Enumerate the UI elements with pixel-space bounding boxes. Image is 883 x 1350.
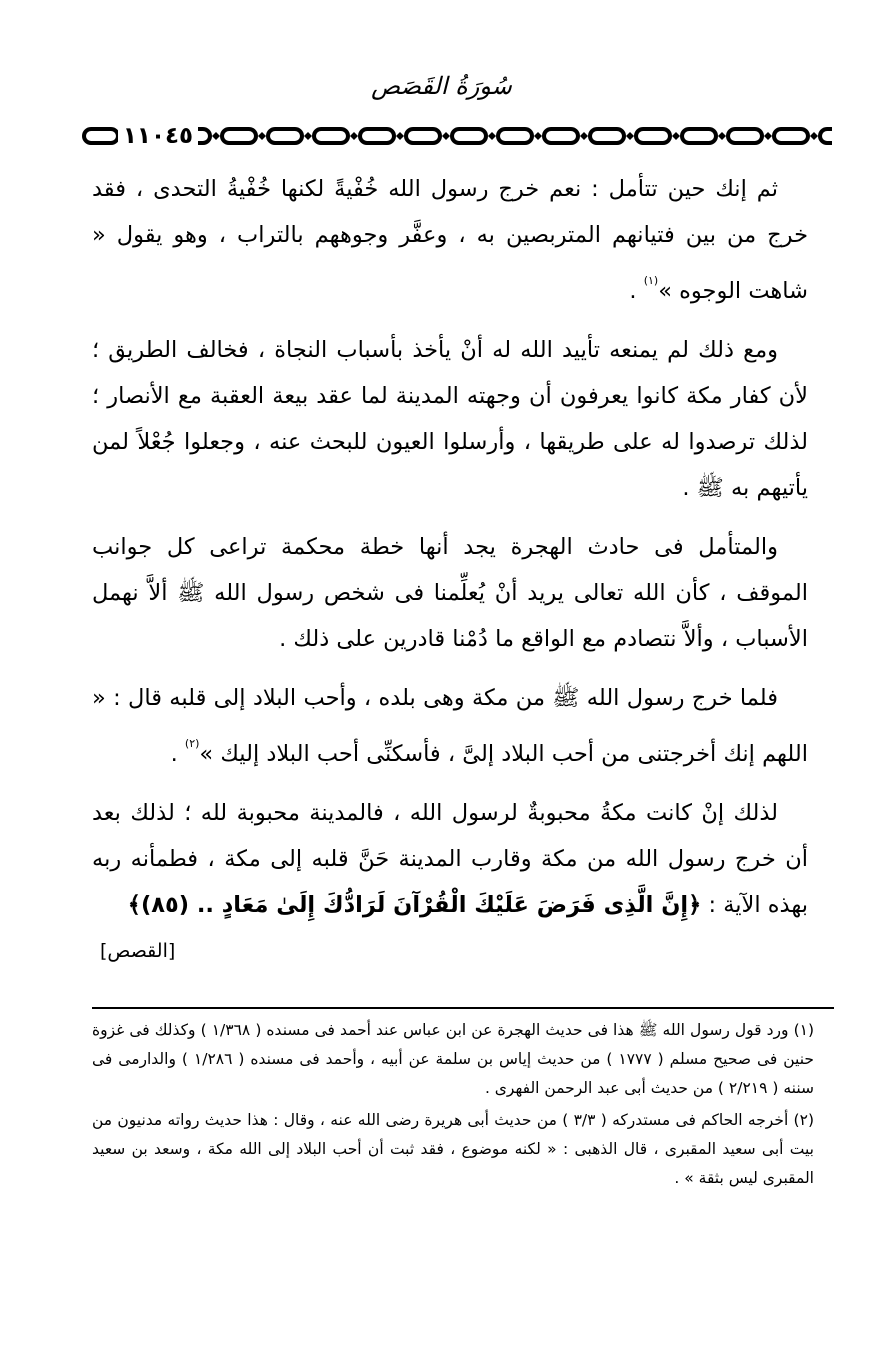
chain-diamond xyxy=(350,132,358,140)
page-number: ١١٠٤٥ xyxy=(118,124,198,148)
chain-link xyxy=(84,129,118,143)
paragraph xyxy=(92,675,808,777)
chain-link xyxy=(820,129,832,143)
chain-diamond xyxy=(534,132,542,140)
chain-link xyxy=(774,129,808,143)
chain-diamond xyxy=(304,132,312,140)
chain-link xyxy=(268,129,302,143)
chain-link xyxy=(406,129,440,143)
paragraph-text: فلما خرج رسول الله ﷺ من مكة وهى بلده ، وأحب البلاد إلى قلبه قال : « اللهم إنك أخرجتنى من أحب البلاد إلىَّ ، فأسكنِّى أحب البلاد إليك » xyxy=(92,685,808,767)
paragraph-text: لذلك إنْ كانت مكةُ محبوبةٌ لرسول الله ، فالمدينة محبوبة لله ؛ لذلك بعد أن خرج رسول الله من مكة وقارب المدينة حَنَّ قلبه إلى مكة ، فطمأنه ربه بهذه الآية : xyxy=(92,800,808,918)
surah-reference: [القصص] xyxy=(100,940,176,962)
chain-link xyxy=(314,129,348,143)
paragraph xyxy=(92,327,808,511)
chain-link xyxy=(590,129,624,143)
paragraph-tail: . xyxy=(170,741,185,767)
chain-diamond xyxy=(258,132,266,140)
chain-diamond xyxy=(442,132,450,140)
chain-link xyxy=(544,129,578,143)
quran-verse: ﴿إِنَّ الَّذِى فَرَضَ عَلَيْكَ الْقُرْآنَ لَرَادُّكَ إِلَىٰ مَعَادٍ .. (٨٥)﴾ xyxy=(127,892,702,918)
paragraph-text: ومع ذلك لم يمنعه تأييد الله له أنْ يأخذ بأسباب النجاة ، فخالف الطريق ؛ لأن كفار مكة كانوا يعرفون أن وجهته المدينة لما عقد بيعة العقبة مع الأنصار ؛ لذلك ترصدوا له على طريقها ، وأرسلوا العيون للبحث عنه ، وجعلوا جُعْلاً لمن يأتيهم به ﷺ . xyxy=(92,337,808,501)
chain-diamond xyxy=(764,132,772,140)
paragraph-tail: . xyxy=(629,278,644,304)
chain-link xyxy=(728,129,762,143)
chain-diamond xyxy=(212,132,220,140)
chain-link xyxy=(682,129,716,143)
paragraph xyxy=(92,790,808,962)
footnote-marker: (٢) xyxy=(184,737,200,750)
surah-title: سُورَةُ القَصَص xyxy=(371,72,512,100)
chain-link xyxy=(636,129,670,143)
chain-diamond xyxy=(488,132,496,140)
paragraph xyxy=(92,524,808,662)
chain-diamond xyxy=(626,132,634,140)
chain-diamond xyxy=(672,132,680,140)
chain-link xyxy=(360,129,394,143)
chain-link xyxy=(222,129,256,143)
main-text xyxy=(92,166,808,974)
paragraph-text: ثم إنك حين تتأمل : نعم خرج رسول الله خُفْيةً لكنها خُفْيةُ التحدى ، فقد خرج من بين فتيانهم المتربصين به ، وعفَّر وجوههم بالتراب ، وهو يقول « شاهت الوجوه » xyxy=(92,176,808,304)
paragraph-text: والمتأمل فى حادث الهجرة يجد أنها خطة محكمة تراعى كل جوانب الموقف ، كأن الله تعالى يريد أنْ يُعلِّمنا فى شخص رسول الله ﷺ ألاَّ نهمل الأسباب ، وألاَّ نتصادم مع الواقع ما دُمْنا قادرين على ذلك . xyxy=(92,534,808,652)
footnote-marker: (١) xyxy=(643,274,659,287)
footnote: (١) ورد قول رسول الله ﷺ هذا فى حديث الهجرة عن ابن عباس عند أحمد فى مسنده ( ١/٣٦٨ ) وكذلك فى غزوة حنين فى صحيح مسلم ( ١٧٧٧ ) من حديث إياس بن سلمة عن أبيه ، وأحمد فى مسنده ( ١/٢٨٦ ) والدارمى فى سننه ( ٢/٢١٩ ) من حديث أبى عبد الرحمن الفهرى . xyxy=(92,1021,815,1097)
footnote-divider xyxy=(92,1007,834,1009)
chain-diamond xyxy=(396,132,404,140)
paragraph xyxy=(92,166,808,314)
chain-link xyxy=(498,129,532,143)
chain-diamond xyxy=(580,132,588,140)
chain-diamond xyxy=(810,132,818,140)
chain-link xyxy=(452,129,486,143)
chain-diamond xyxy=(718,132,726,140)
footnote: (٢) أخرجه الحاكم فى مستدركه ( ٣/٣ ) من حديث أبى هريرة رضى الله عنه ، وقال : هذا حديث رواته مدنيون من بيت أبى سعيد المقبرى ، قال الذهبى : « لكنه موضوع ، فقد ثبت أن أحب البلاد إلى الله مكة ، وسعد بن سعيد المقبرى ليس بثقة » . xyxy=(92,1111,814,1187)
footnotes xyxy=(92,1016,814,1196)
